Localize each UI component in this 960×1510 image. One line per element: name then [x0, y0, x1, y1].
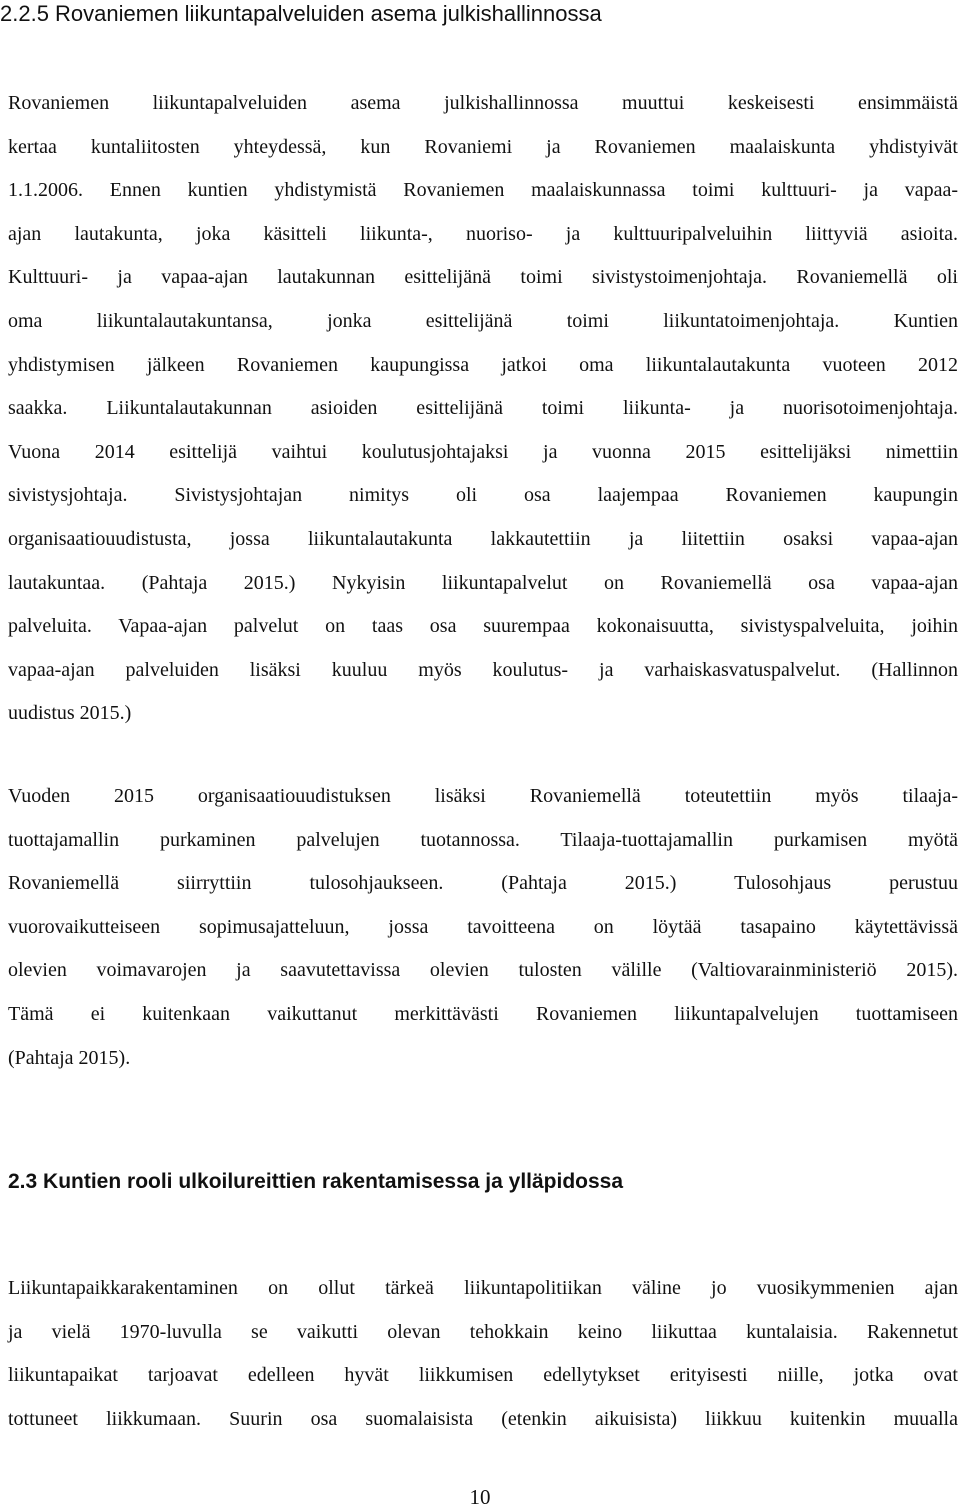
- text-line: oma liikuntalautakuntansa, jonka esittelijänä toimi liikuntatoimenjohtaja. Kuntien: [8, 309, 958, 332]
- text-line: tottuneet liikkumaan. Suurin osa suomalaisista (etenkin aikuisista) liikkuu kuitenkin muualla: [8, 1407, 958, 1430]
- page-number: 10: [469, 1485, 491, 1509]
- text-line: 1.1.2006. Ennen kuntien yhdistymistä Rovaniemen maalaiskunnassa toimi kulttuuri- ja vapaa-: [8, 179, 958, 202]
- text-line: saakka. Liikuntalautakunnan asioiden esittelijänä toimi liikunta- ja nuorisotoimenjohtaja.: [8, 397, 958, 420]
- text-line: ajan lautakunta, joka käsitteli liikunta-, nuoriso- ja kulttuuripalveluihin liittyviä asioita.: [8, 222, 958, 245]
- text-line: lautakuntaa. (Pahtaja 2015.) Nykyisin liikuntapalvelut on Rovaniemellä osa vapaa-ajan: [8, 571, 958, 594]
- text-line: kertaa kuntaliitosten yhteydessä, kun Rovaniemi ja Rovaniemen maalaiskunta yhdistyivät: [8, 135, 958, 158]
- section-heading: 2.2.5 Rovaniemen liikuntapalveluiden asema julkishallinnossa: [0, 1, 602, 26]
- text-line: Vuoden 2015 organisaatiouudistuksen lisäksi Rovaniemellä toteutettiin myös tilaaja-: [8, 785, 958, 807]
- text-line: olevien voimavarojen ja saavutettavissa olevien tulosten välille (Valtiovarainministeriö 2015).: [8, 959, 958, 982]
- text-line: Rovaniemellä siirryttiin tulosohjaukseen. (Pahtaja 2015.) Tulosohjaus perustuu: [8, 872, 958, 895]
- text-line: vuorovaikutteiseen sopimusajatteluun, jossa tavoitteena on löytää tasapaino käytettävissä: [8, 915, 958, 938]
- text-line: Kulttuuri- ja vapaa-ajan lautakunnan esittelijänä toimi sivistystoimenjohtaja. Rovaniemellä oli: [8, 266, 958, 289]
- paragraph-liikuntapaikkarakentaminen: [8, 1267, 958, 1441]
- text-line: Vuona 2014 esittelijä vaihtui koulutusjohtajaksi ja vuonna 2015 esittelijäksi nimettiin: [8, 440, 958, 463]
- text-line: ja vielä 1970-luvulla se vaikutti olevan tehokkain keino liikuttaa kuntalaisia. Rakennetut: [8, 1320, 958, 1343]
- text-line: Tämä ei kuitenkaan vaikuttanut merkittävästi Rovaniemen liikuntapalvelujen tuottamiseen: [8, 1002, 958, 1025]
- text-line: sivistysjohtaja. Sivistysjohtajan nimitys oli osa laajempaa Rovaniemen kaupungin: [8, 484, 958, 507]
- text-line: organisaatiouudistusta, jossa liikuntalautakunta lakkautettiin ja liitettiin osaksi vapaa-ajan: [8, 527, 958, 550]
- text-line: (Pahtaja 2015).: [8, 1046, 131, 1069]
- text-line: tuottajamallin purkaminen palvelujen tuotannossa. Tilaaja-tuottajamallin purkamisen myötä: [8, 828, 958, 851]
- text-line: liikuntapaikat tarjoavat edelleen hyvät liikkumisen edellytykset erityisesti niille, jotka ovat: [8, 1364, 958, 1387]
- text-line: Liikuntapaikkarakentaminen on ollut tärkeä liikuntapolitiikan väline jo vuosikymmenien ajan: [8, 1277, 958, 1299]
- text-line: palveluita. Vapaa-ajan palvelut on taas osa suurempaa kokonaisuutta, sivistyspalveluita, joihin: [8, 615, 958, 638]
- main-heading: 2.3 Kuntien rooli ulkoilureittien rakentamisessa ja ylläpidossa: [8, 1170, 624, 1193]
- paragraph-organisaatiouudistus: [8, 775, 958, 1080]
- paragraph-liikuntapalvelut-asema: [8, 82, 958, 736]
- text-line: vapaa-ajan palveluiden lisäksi kuuluu myös koulutus- ja varhaiskasvatuspalvelut. (Hallinnon: [8, 658, 958, 681]
- text-line: Rovaniemen liikuntapalveluiden asema julkishallinnossa muuttui keskeisesti ensimmäistä: [8, 92, 958, 114]
- text-line: uudistus 2015.): [8, 702, 132, 725]
- text-line: yhdistymisen jälkeen Rovaniemen kaupungissa jatkoi oma liikuntalautakunta vuoteen 2012: [8, 353, 958, 376]
